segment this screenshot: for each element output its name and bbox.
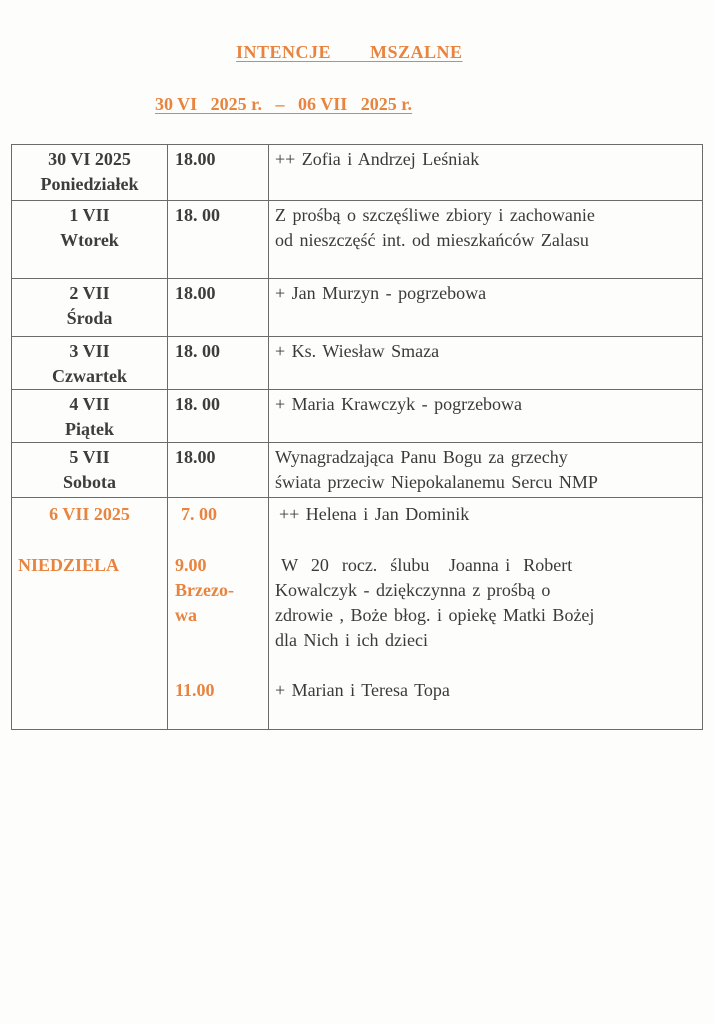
- intention-line: ++ Helena i Jan Dominik: [279, 504, 470, 524]
- intention-cell: [269, 201, 703, 279]
- day-cell: [12, 498, 168, 730]
- day-cell: [12, 279, 168, 337]
- intention-cell: [269, 145, 703, 201]
- intention-line: Z prośbą o szczęśliwe zbiory i zachowanie: [275, 205, 595, 225]
- time-cell: 18. 00: [168, 337, 269, 390]
- mass-location: Brzezo-: [175, 580, 234, 600]
- mass-time: 7. 00: [181, 504, 217, 524]
- date: 2 VII: [69, 283, 110, 303]
- mass-time: 11.00: [175, 680, 215, 700]
- table-row-sunday: [12, 498, 703, 730]
- intention-line: + Ks. Wiesław Smaza: [275, 341, 440, 361]
- intention-cell: [269, 443, 703, 498]
- weekday: Środa: [66, 308, 113, 328]
- intention-line: ++ Zofia i Andrzej Leśniak: [275, 149, 480, 169]
- weekday: Wtorek: [60, 230, 119, 250]
- mass-location: wa: [175, 605, 197, 625]
- intention-cell: [269, 337, 703, 390]
- day-cell: [12, 145, 168, 201]
- day-cell: [12, 443, 168, 498]
- time-cell: 18. 00: [168, 201, 269, 279]
- intention-line: + Maria Krawczyk - pogrzebowa: [275, 394, 523, 414]
- table-row: [12, 201, 703, 279]
- time-cell: 18.00: [168, 443, 269, 498]
- intention-cell: [269, 279, 703, 337]
- date: 6 VII 2025: [49, 504, 130, 524]
- table-row: [12, 145, 703, 201]
- intention-line: świata przeciw Niepokalanemu Sercu NMP: [275, 472, 598, 492]
- table-row: [12, 337, 703, 390]
- table-row: [12, 279, 703, 337]
- weekday: Poniedziałek: [40, 174, 139, 194]
- weekday: Sobota: [62, 472, 116, 492]
- document-title: INTENCJE MSZALNE: [236, 42, 463, 62]
- date: 4 VII: [69, 394, 110, 414]
- intention-line: zdrowie , Boże błog. i opiekę Matki Bożej: [275, 605, 595, 625]
- weekday: Czwartek: [52, 366, 127, 386]
- day-cell: [12, 337, 168, 390]
- day-cell: [12, 201, 168, 279]
- time-cell: 18.00: [168, 145, 269, 201]
- intention-line: dla Nich i ich dzieci: [275, 630, 428, 650]
- table-row: [12, 390, 703, 443]
- intention-line: Kowalczyk - dziękczynna z prośbą o: [275, 580, 551, 600]
- date: 30 VI 2025: [48, 149, 131, 169]
- mass-time: 9.00: [175, 555, 207, 575]
- mass-intentions-table: [11, 144, 703, 730]
- date: 1 VII: [69, 205, 110, 225]
- intention-line: W 20 rocz. ślubu Joanna i Robert: [275, 555, 573, 575]
- intention-line: + Marian i Teresa Topa: [275, 680, 450, 700]
- time-cell: 18. 00: [168, 390, 269, 443]
- date-range: 30 VI 2025 r. – 06 VII 2025 r.: [155, 94, 413, 114]
- intention-line: + Jan Murzyn - pogrzebowa: [275, 283, 487, 303]
- weekday: Piątek: [65, 419, 114, 439]
- table-row: [12, 443, 703, 498]
- time-cell: 18.00: [168, 279, 269, 337]
- date: 5 VII: [69, 447, 110, 467]
- intention-cell: [269, 390, 703, 443]
- intention-line: od nieszczęść int. od mieszkańców Zalasu: [275, 230, 589, 250]
- intention-line: Wynagradzająca Panu Bogu za grzechy: [275, 447, 568, 467]
- intention-cell: [269, 498, 703, 730]
- date: 3 VII: [69, 341, 110, 361]
- time-cell: [168, 498, 269, 730]
- weekday: NIEDZIELA: [18, 555, 120, 575]
- day-cell: [12, 390, 168, 443]
